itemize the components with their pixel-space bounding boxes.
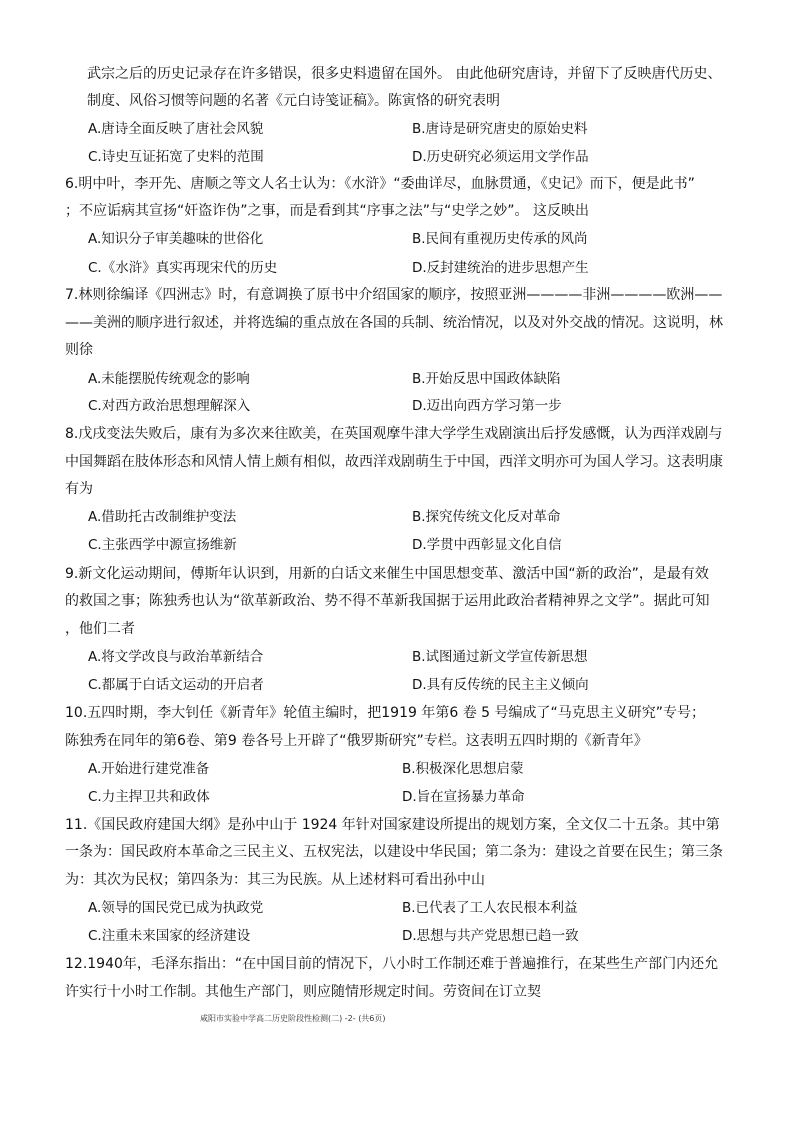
question-9-option-b: B.试图通过新文学宣传新思想 — [412, 649, 588, 665]
question-5-option-d: D.历史研究必须运用文学作品 — [412, 149, 589, 165]
question-11-option-c: C.注重未来国家的经济建设 — [88, 928, 251, 944]
question-9-text-line-3: ，他们二者 — [65, 621, 135, 637]
question-12-text-line-2: 许实行十小时工作制。其他生产部门，则应随情形规定时间。劳资间在订立契 — [65, 984, 541, 1000]
question-10-text-line-1: 10.五四时期，李大钊任《新青年》轮值主编时，把1919 年第6 卷 5 号编成了“马克思主义研究”专号； — [65, 705, 706, 721]
question-8-text-line-3: 有为 — [65, 481, 93, 497]
question-11-option-b: B.已代表了工人农民根本利益 — [402, 900, 578, 916]
question-6-option-a: A.知识分子审美趣味的世俗化 — [88, 231, 264, 247]
question-7-text-line-1: 7.林则徐编译《四洲志》时，有意调换了原书中介绍国家的顺序，按照亚洲————非洲————欧洲—— — [65, 287, 723, 303]
question-7-option-a: A.未能摆脱传统观念的影响 — [88, 371, 250, 387]
question-5-option-c: C.诗史互证拓宽了史料的范围 — [88, 149, 264, 165]
question-9-option-d: D.具有反传统的民主主义倾向 — [412, 677, 589, 693]
question-6-option-b: B.民间有重视历史传承的风尚 — [412, 231, 588, 247]
question-8-option-c: C.主张西学中源宣扬维新 — [88, 537, 237, 553]
question-5-text-line-1: 武宗之后的历史记录存在许多错误，很多史料遗留在国外。 由此他研究唐诗，并留下了反映唐代历史、 — [87, 66, 722, 82]
question-7-option-c: C.对西方政治思想理解深入 — [88, 398, 251, 414]
question-6-option-c: C.《水浒》真实再现宋代的历史 — [88, 260, 278, 276]
question-10-option-d: D.旨在宣扬暴力革命 — [402, 789, 525, 805]
question-11-text-line-1: 11.《国民政府建国大纲》是孙中山于 1924 年针对国家建设所提出的规划方案，全文仅二十五条。其中第 — [65, 817, 720, 833]
question-9-text-line-1: 9.新文化运动期间，傅斯年认识到，用新的白话文来催生中国思想变革、激活中国“新的政治”，是最有效 — [65, 566, 709, 582]
question-12-text-line-1: 12.1940年，毛泽东指出：“在中国目前的情况下，八小时工作制还难于普遍推行，在某些生产部门内还允 — [65, 956, 719, 972]
question-10-option-c: C.力主捍卫共和政体 — [88, 789, 210, 805]
question-8-option-a: A.借助托古改制维护变法 — [88, 509, 237, 525]
question-7-text-line-3: 则徐 — [65, 342, 93, 358]
question-6-text-line-1: 6.明中叶，李开先、唐顺之等文人名士认为：《水浒》“委曲详尽，血脉贯通，《史记》而下，便是此书” — [65, 176, 695, 192]
question-8-option-b: B.探究传统文化反对革命 — [412, 509, 561, 525]
question-10-option-a: A.开始进行建党准备 — [88, 761, 210, 777]
question-8-text-line-1: 8.戊戌变法失败后，康有为多次来往欧美，在英国观摩牛津大学学生戏剧演出后抒发感慨，认为西洋戏剧与 — [65, 426, 723, 442]
question-9-option-c: C.都属于白话文运动的开启者 — [88, 677, 264, 693]
question-7-option-b: B.开始反思中国政体缺陷 — [412, 371, 561, 387]
question-5-option-b: B.唐诗是研究唐史的原始史料 — [412, 121, 588, 137]
page-footer: 咸阳市实验中学高二历史阶段性检测(二) -2- (共6页) — [200, 1014, 386, 1023]
question-11-option-a: A.领导的国民党已成为执政党 — [88, 900, 264, 916]
question-9-option-a: A.将文学改良与政治革新结合 — [88, 649, 264, 665]
question-10-text-line-2: 陈独秀在同年的第6卷、第9 卷各号上开辟了“俄罗斯研究”专栏。这表明五四时期的《新青年》 — [65, 733, 648, 749]
question-6-text-line-2: ；不应诟病其宣扬“奸盗诈伪”之事，而是看到其“序事之法”与“史学之妙”。 这反映出 — [65, 203, 589, 219]
question-7-option-d: D.迈出向西方学习第一步 — [412, 398, 562, 414]
question-7-text-line-2: ——美洲的顺序进行叙述，并将选编的重点放在各国的兵制、统治情况，以及对外交战的情况。这说明，林 — [65, 315, 723, 331]
question-10-option-b: B.积极深化思想启蒙 — [402, 761, 524, 777]
question-11-text-line-2: 一条为：国民政府本革命之三民主义、五权宪法，以建设中华民国；第二条为：建设之首要在民生；第三条 — [65, 844, 723, 860]
question-8-option-d: D.学贯中西彰显文化自信 — [412, 537, 562, 553]
question-11-option-d: D.思想与共产党思想已趋一致 — [402, 928, 579, 944]
question-5-option-a: A.唐诗全面反映了唐社会风貌 — [88, 121, 264, 137]
question-8-text-line-2: 中国舞蹈在肢体形态和风情人情上颇有相似，故西洋戏剧萌生于中国，西洋文明亦可为国人学习。这表明康 — [65, 454, 723, 470]
question-5-text-line-2: 制度、风俗习惯等问题的名著《元白诗笺证稿》。陈寅恪的研究表明 — [87, 93, 500, 109]
question-9-text-line-2: 的救国之事；陈独秀也认为“欲革新政治、势不得不革新我国据于运用此政治者精神界之文学”。据此可知 — [65, 593, 710, 609]
question-11-text-line-3: 为：其次为民权；第四条为：其三为民族。从上述材料可看出孙中山 — [65, 872, 485, 888]
question-6-option-d: D.反封建统治的进步思想产生 — [412, 260, 589, 276]
